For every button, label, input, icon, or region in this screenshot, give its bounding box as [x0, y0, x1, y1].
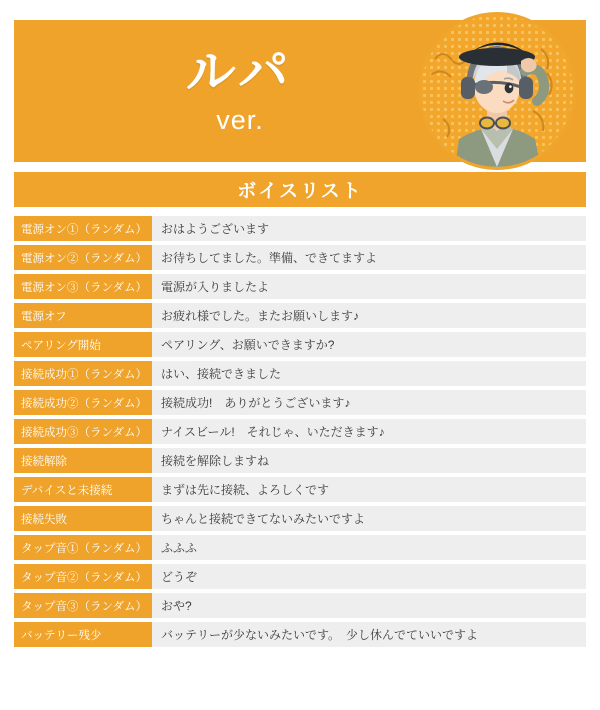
voice-value: まずは先に接続、よろしくです [152, 477, 586, 502]
voice-value: ちゃんと接続できてないみたいですよ [152, 506, 586, 531]
voice-value: お待ちしてました。準備、できてますよ [152, 245, 586, 270]
table-row [14, 274, 586, 299]
voice-key: 接続解除 [14, 448, 152, 473]
voice-key: 電源オン②（ランダム） [14, 245, 152, 270]
voice-key: 接続失敗 [14, 506, 152, 531]
voice-key: タップ音①（ランダム） [14, 535, 152, 560]
voice-key: 電源オフ [14, 303, 152, 328]
table-row [14, 303, 586, 328]
character-portrait-icon [421, 15, 573, 167]
section-title-bar [14, 172, 586, 207]
voice-value: おや? [152, 593, 586, 618]
table-row [14, 506, 586, 531]
header-banner [14, 20, 586, 162]
table-row [14, 564, 586, 589]
voice-value: ペアリング、お願いできますか? [152, 332, 586, 357]
table-row [14, 216, 586, 241]
voice-value: お疲れ様でした。またお願いします♪ [152, 303, 586, 328]
voice-key: バッテリー残少 [14, 622, 152, 647]
table-row [14, 361, 586, 386]
section-title: ボイスリスト [237, 181, 363, 202]
voice-key: ペアリング開始 [14, 332, 152, 357]
voice-key: 電源オン③（ランダム） [14, 274, 152, 299]
avatar [418, 12, 576, 170]
table-row [14, 477, 586, 502]
voice-key: 接続成功③（ランダム） [14, 419, 152, 444]
table-row [14, 535, 586, 560]
voice-key: 接続成功②（ランダム） [14, 390, 152, 415]
voice-value: バッテリーが少ないみたいです。 少し休んでていいですよ [152, 622, 586, 647]
voice-key: デバイスと未接続 [14, 477, 152, 502]
table-row [14, 390, 586, 415]
voice-value: おはようございます [152, 216, 586, 241]
voice-key: 電源オン①（ランダム） [14, 216, 152, 241]
voice-value: どうぞ [152, 564, 586, 589]
voice-list-page [0, 20, 600, 710]
voice-value: ナイスビール! それじゃ、いただきます♪ [152, 419, 586, 444]
version-label: ver. [216, 104, 264, 135]
voice-value: はい、接続できました [152, 361, 586, 386]
table-row [14, 622, 586, 647]
voice-list-table [14, 216, 586, 647]
voice-key: タップ音②（ランダム） [14, 564, 152, 589]
table-row [14, 245, 586, 270]
table-row [14, 448, 586, 473]
table-row [14, 332, 586, 357]
voice-value: 接続を解除しますね [152, 448, 586, 473]
voice-value: ふふふ [152, 535, 586, 560]
voice-value: 電源が入りましたよ [152, 274, 586, 299]
voice-key: 接続成功①（ランダム） [14, 361, 152, 386]
voice-key: タップ音③（ランダム） [14, 593, 152, 618]
table-row [14, 593, 586, 618]
table-row [14, 419, 586, 444]
voice-value: 接続成功! ありがとうございます♪ [152, 390, 586, 415]
page-title: ルパ [185, 44, 295, 101]
